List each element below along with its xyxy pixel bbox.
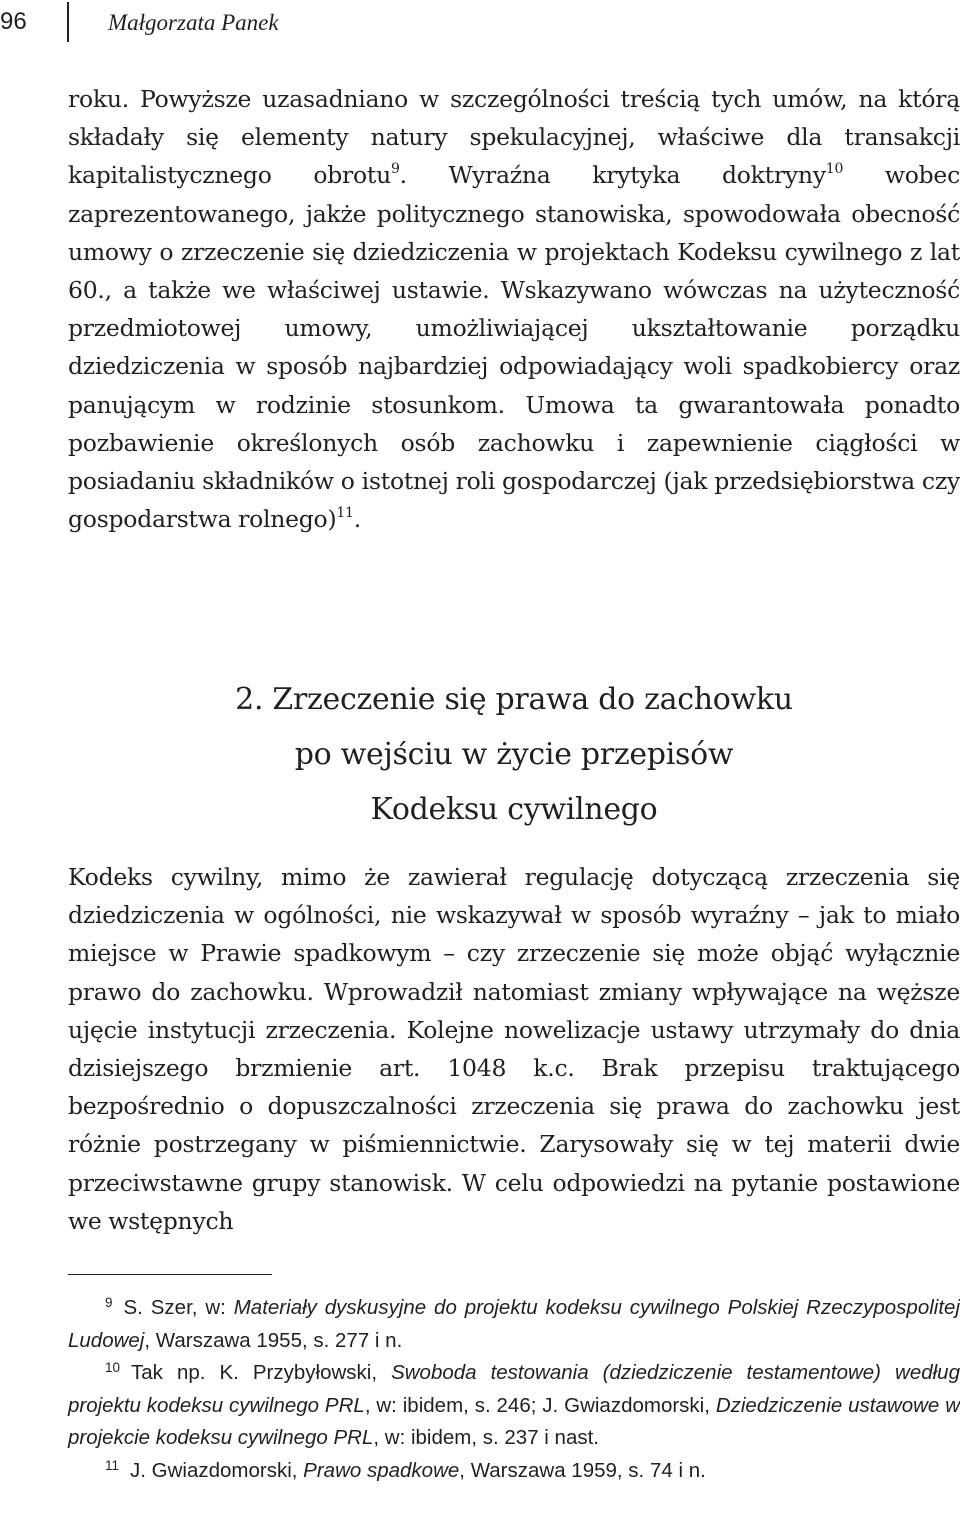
running-header — [0, 0, 960, 50]
footnote-11 — [68, 1455, 960, 1488]
footnote-text: J. Gwiazdomorski, — [130, 1458, 304, 1482]
footnote-text: , w: ibidem, s. 237 i nast. — [373, 1426, 599, 1449]
footnote-title: Materiały dyskusyjne do projektu kodeksu cywilnego Polskiej Rzeczypospolitej Ludowej — [68, 1296, 960, 1352]
body-paragraph-1 — [68, 80, 960, 538]
footnote-text: , w: ibidem, s. 246; J. Gwiazdomorski, — [364, 1393, 716, 1417]
paragraph-text: wobec zaprezentowanego, jakże politycznego stanowiska, spowodowała obecność umowy o zrzeczenie się dziedziczenia w projektach Kodeksu cywilnego z lat 60., a także we właściwej ustawie. Wskazywano wówczas na użyteczność przedmiotowej umowy, umożliwiającej ukształtowanie porządku dziedziczenia w sposób najbardziej odpowiadający woli spadkobiercy oraz panującym w rodzinie stosunkom. Umowa ta gwarantowała ponadto pozbawienie określonych osób zachowku i zapewnienie ciągłości w posiadaniu składników o istotnej roli gospodarczej (jak przedsiębiorstwa czy gospodarstwa rolnego) — [68, 161, 960, 534]
footnote-9 — [68, 1292, 960, 1357]
footnote-text: , Warszawa 1959, s. 74 i n. — [459, 1458, 706, 1482]
body-paragraph-2: Kodeks cywilny, mimo że zawierał regulację dotyczącą zrzeczenia się dziedziczenia w ogólności, nie wskazywał w sposób wyraźny – jak to miało miejsce w Prawie spadkowym – czy zrzeczenie się może objąć wyłącznie prawo do zachowku. Wprowadził natomiast zmiany wpływające na węższe ujęcie instytucji zrzeczenia. Kolejne nowelizacje ustawy utrzymały do dnia dzisiejszego brzmienie art. 1048 k.c. Brak przepisu traktującego bezpośrednio o dopuszczalności zrzeczenia się prawa do zachowku jest różnie postrzegany w piśmiennictwie. Zarysowały się w tej materii dwie przeciwstawne grupy stanowisk. W celu odpowiedzi na pytanie postawione we wstępnych — [68, 863, 960, 1235]
footnote-text: Tak np. K. Przybyłowski, — [131, 1361, 392, 1384]
paragraph-text: . Wyraźna krytyka doktryny — [399, 161, 826, 190]
footnote-reference-10[interactable]: 10 — [825, 161, 844, 178]
section-heading-line: 2. Zrzeczenie się prawa do zachowku — [235, 682, 793, 717]
section-heading — [68, 672, 960, 837]
header-divider — [67, 2, 69, 42]
footnote-text: , Warszawa 1955, s. 277 i n. — [144, 1328, 403, 1352]
footnote-title: Dziedziczenie ustawowe w projekcie kodeksu cywilnego PRL — [68, 1393, 960, 1449]
section-heading-line: po wejściu w życie przepisów — [294, 737, 734, 772]
footnote-text: S. Szer, w: — [123, 1296, 234, 1319]
footnote-reference-9[interactable]: 9 — [391, 161, 400, 178]
footnote-title: Prawo spadkowe — [303, 1458, 460, 1482]
footnote-number: 9 — [105, 1295, 113, 1310]
paragraph-text: . — [353, 505, 361, 534]
page-number: 96 — [0, 8, 27, 35]
footnote-separator — [68, 1274, 272, 1275]
running-head-author: Małgorzata Panek — [108, 10, 279, 35]
footnote-number: 10 — [105, 1360, 121, 1375]
footnote-10 — [68, 1357, 960, 1455]
footnote-number: 11 — [105, 1457, 120, 1473]
footnote-title: Swoboda testowania (dziedziczenie testamentowe) według projektu kodeksu cywilnego PRL — [68, 1361, 960, 1417]
footnote-reference-11[interactable]: 11 — [336, 505, 354, 522]
paragraph-text: roku. Powyższe uzasadniano w szczególności treścią tych umów, na którą składały się elementy natury spekulacyjnej, właściwe dla transakcji kapitalistycznego obrotu — [68, 85, 960, 190]
section-heading-line: Kodeksu cywilnego — [370, 792, 658, 827]
footnotes — [68, 1292, 960, 1487]
